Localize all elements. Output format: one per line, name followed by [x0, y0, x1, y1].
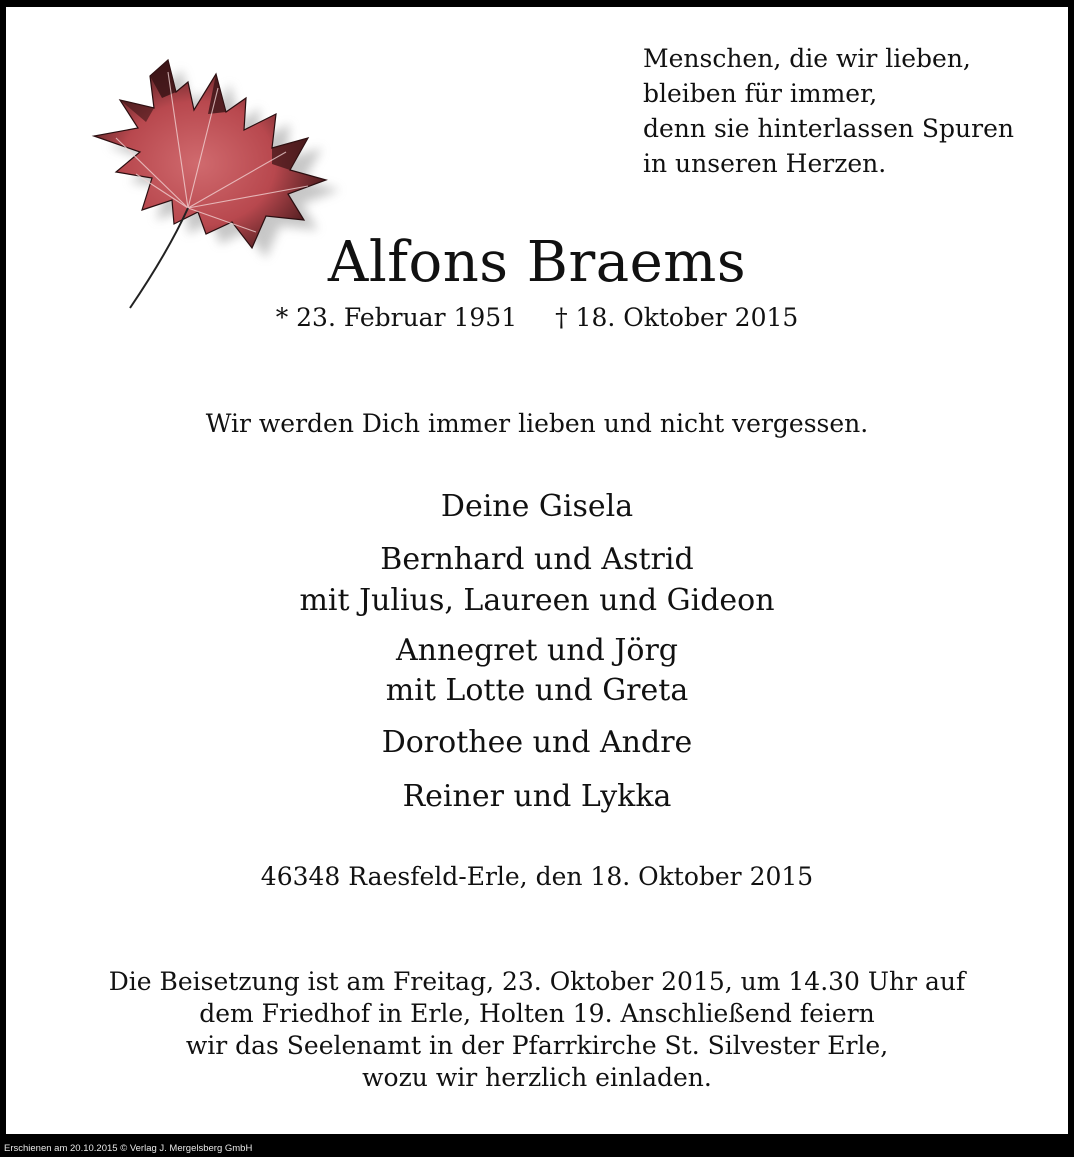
family-line: Dorothee und Andre	[381, 725, 693, 760]
family-line: Reiner und Lykka	[402, 779, 672, 814]
tagline: Wir werden Dich immer lieben und nicht vergessen.	[205, 409, 869, 438]
publication-footer: Erschienen am 20.10.2015 © Verlag J. Mergelsberg GmbH	[0, 1141, 1074, 1157]
family-line: mit Julius, Laureen und Gideon	[299, 583, 775, 618]
place-and-date: 46348 Raesfeld-Erle, den 18. Oktober 2015	[260, 862, 814, 891]
family-line: Deine Gisela	[440, 489, 634, 524]
family-line: Bernhard und Astrid	[380, 542, 694, 577]
burial-notice: Die Beisetzung ist am Freitag, 23. Oktober 2015, um 14.30 Uhr auf dem Friedhof in Erle, Holten 19. Anschließend feiern wir das Seelenamt in der Pfarrkirche St. Silvester Erle, wozu wir herzlich einladen.	[108, 967, 966, 1092]
life-dates	[0, 300, 1074, 336]
birth-date: * 23. Februar 1951	[275, 303, 518, 332]
family-line: Annegret und Jörg	[396, 633, 678, 668]
family-line: mit Lotte und Greta	[385, 673, 689, 708]
deceased-name: Alfons Braems	[327, 230, 747, 295]
death-date: † 18. Oktober 2015	[555, 303, 799, 332]
motto-text: Menschen, die wir lieben, bleiben für immer, denn sie hinterlassen Spuren in unseren Herzen.	[643, 44, 1014, 178]
